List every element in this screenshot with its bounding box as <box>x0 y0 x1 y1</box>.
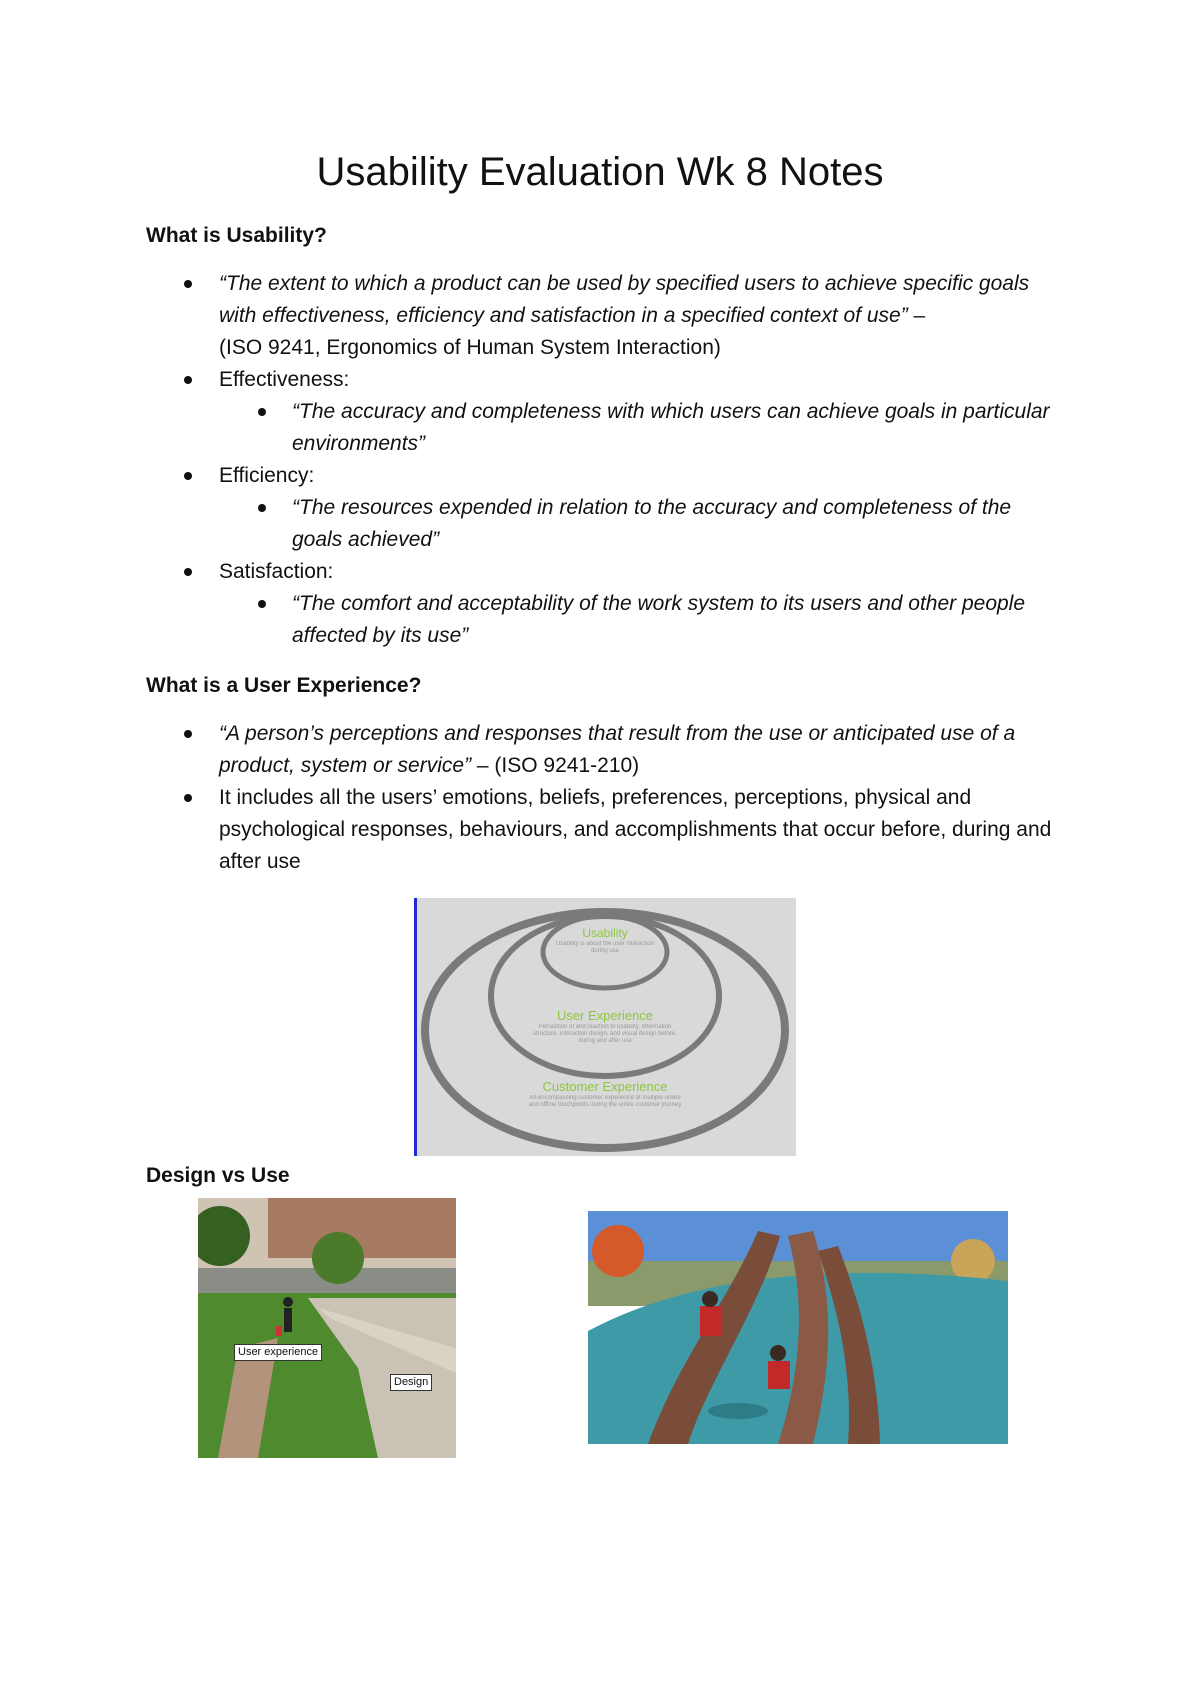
iso-definition-quote: “The extent to which a product can be used by specified users to achieve specific goals with effectiveness, efficiency and satisfaction in a specified context of use” – <box>219 272 1030 327</box>
list-item-sub <box>146 588 1066 652</box>
iso-definition-source: (ISO 9241, Ergonomics of Human System Interaction) <box>219 336 721 359</box>
customer-experience-desc: All-encompassing customer experience at multiple online and offline touchpoints during the entire customer journey <box>528 1095 682 1108</box>
experience-diagram <box>414 898 796 1156</box>
playground-slide-photo <box>588 1211 1008 1444</box>
usability-title: Usability <box>582 926 628 940</box>
efficiency-definition: “The resources expended in relation to the accuracy and completeness of the goals achieved” <box>292 496 1012 551</box>
user-experience-title: User Experience <box>556 1008 654 1023</box>
heading-design-vs-use: Design vs Use <box>146 1164 290 1187</box>
usability-desc-box <box>552 941 658 963</box>
ux-includes-text: It includes all the users’ emotions, beliefs, preferences, perceptions, physical and psychological responses, behaviours, and accomplishments that occur before, during and after use <box>219 786 1052 873</box>
page-title: Usability Evaluation Wk 8 Notes <box>316 150 884 194</box>
list-item-sub <box>146 492 1066 556</box>
ux-definition-source: – (ISO 9241-210) <box>471 754 640 777</box>
user-experience-desc-box <box>531 1024 679 1054</box>
satisfaction-label: Satisfaction: <box>219 560 334 583</box>
list-item <box>146 364 1066 396</box>
list-item <box>146 268 1066 364</box>
list-item <box>146 556 1066 588</box>
list-item <box>146 718 1066 782</box>
usability-desc: Usability is about the user interaction during use <box>555 941 655 954</box>
park-path-photo <box>198 1198 456 1458</box>
usability-list <box>146 268 1066 652</box>
experience-diagram-svg <box>414 898 796 1156</box>
satisfaction-definition: “The comfort and acceptability of the work system to its users and other people affected by its use” <box>292 592 1026 647</box>
diagram-left-rule <box>414 898 417 1156</box>
heading-user-experience: What is a User Experience? <box>146 674 422 697</box>
list-item <box>146 782 1066 878</box>
list-item-sub <box>146 396 1066 460</box>
heading-what-is-usability: What is Usability? <box>146 224 327 247</box>
user-experience-desc: Perception of and reaction to usability, information structure, interaction design, and visual design before, during and after use <box>533 1024 677 1044</box>
park-path-illustration <box>198 1198 456 1458</box>
effectiveness-label: Effectiveness: <box>219 368 350 391</box>
customer-experience-title: Customer Experience <box>542 1079 668 1094</box>
user-experience-photo-label: User experience <box>234 1344 322 1361</box>
design-photo-label: Design <box>390 1374 432 1391</box>
list-item <box>146 460 1066 492</box>
efficiency-label: Efficiency: <box>219 464 315 487</box>
playground-illustration <box>588 1211 1008 1444</box>
effectiveness-definition: “The accuracy and completeness with which users can achieve goals in particular environments” <box>292 400 1050 455</box>
customer-experience-desc-box <box>526 1095 684 1125</box>
ux-definition-quote: “A person’s perceptions and responses that result from the use or anticipated use of a product, system or service” <box>219 722 1016 777</box>
user-experience-list <box>146 718 1066 878</box>
